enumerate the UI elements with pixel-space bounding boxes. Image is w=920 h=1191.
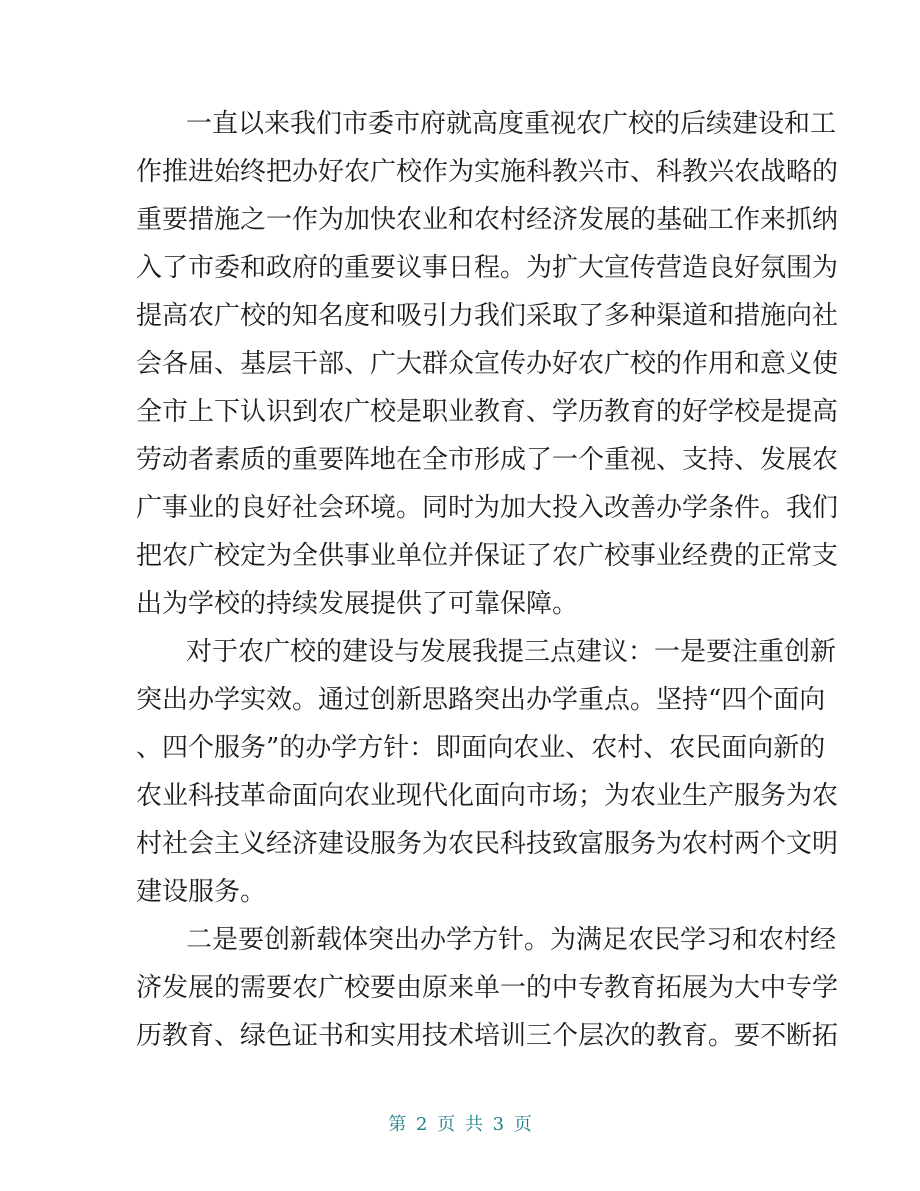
paragraph-1-line-3: 重要措施之一作为加快农业和农村经济发展的基础工作来抓纳: [136, 205, 839, 235]
paragraph-1-line-2: 作推进始终把办好农广校作为实施科教兴市、科教兴农战略的: [136, 157, 839, 187]
paragraph-3-line-3: 历教育、绿色证书和实用技术培训三个层次的教育。要不断拓: [136, 1021, 839, 1051]
paragraph-1-line-4: 入了市委和政府的重要议事日程。为扩大宣传营造良好氛围为: [136, 253, 839, 283]
paragraph-2-line-6: 建设服务。: [136, 877, 267, 907]
paragraph-1-line-6: 会各届、基层干部、广大群众宣传办好农广校的作用和意义使: [136, 349, 839, 379]
paragraph-1-line-1: 一直以来我们市委市府就高度重视农广校的后续建设和工: [186, 109, 837, 139]
paragraph-3-line-2: 济发展的需要农广校要由原来单一的中专教育拓展为大中专学: [136, 973, 839, 1003]
paragraph-1-line-8: 劳动者素质的重要阵地在全市形成了一个重视、支持、发展农: [136, 445, 839, 475]
paragraph-1-line-7: 全市上下认识到农广校是职业教育、学历教育的好学校是提高: [136, 397, 839, 427]
paragraph-3-line-1: 二是要创新载体突出办学方针。为满足农民学习和农村经: [186, 925, 837, 955]
paragraph-2-line-1: 对于农广校的建设与发展我提三点建议：一是要注重创新: [186, 637, 837, 667]
paragraph-2-line-2: 突出办学实效。通过创新思路突出办学重点。坚持“四个面向: [136, 685, 826, 715]
paragraph-2-line-3: 、四个服务”的办学方针：即面向农业、农村、农民面向新的: [136, 733, 826, 763]
paragraph-1-line-11: 出为学校的持续发展提供了可靠保障。: [136, 589, 579, 619]
paragraph-2-line-4: 农业科技革命面向农业现代化面向市场；为农业生产服务为农: [136, 781, 839, 811]
paragraph-1-line-10: 把农广校定为全供事业单位并保证了农广校事业经费的正常支: [136, 541, 839, 571]
paragraph-1-line-9: 广事业的良好社会环境。同时为加大投入改善办学条件。我们: [136, 493, 839, 523]
page-number-footer: 第 2 页 共 3 页: [388, 1114, 532, 1135]
paragraph-1-line-5: 提高农广校的知名度和吸引力我们采取了多种渠道和措施向社: [136, 301, 839, 331]
paragraph-2-line-5: 村社会主义经济建设服务为农民科技致富服务为农村两个文明: [136, 829, 839, 859]
